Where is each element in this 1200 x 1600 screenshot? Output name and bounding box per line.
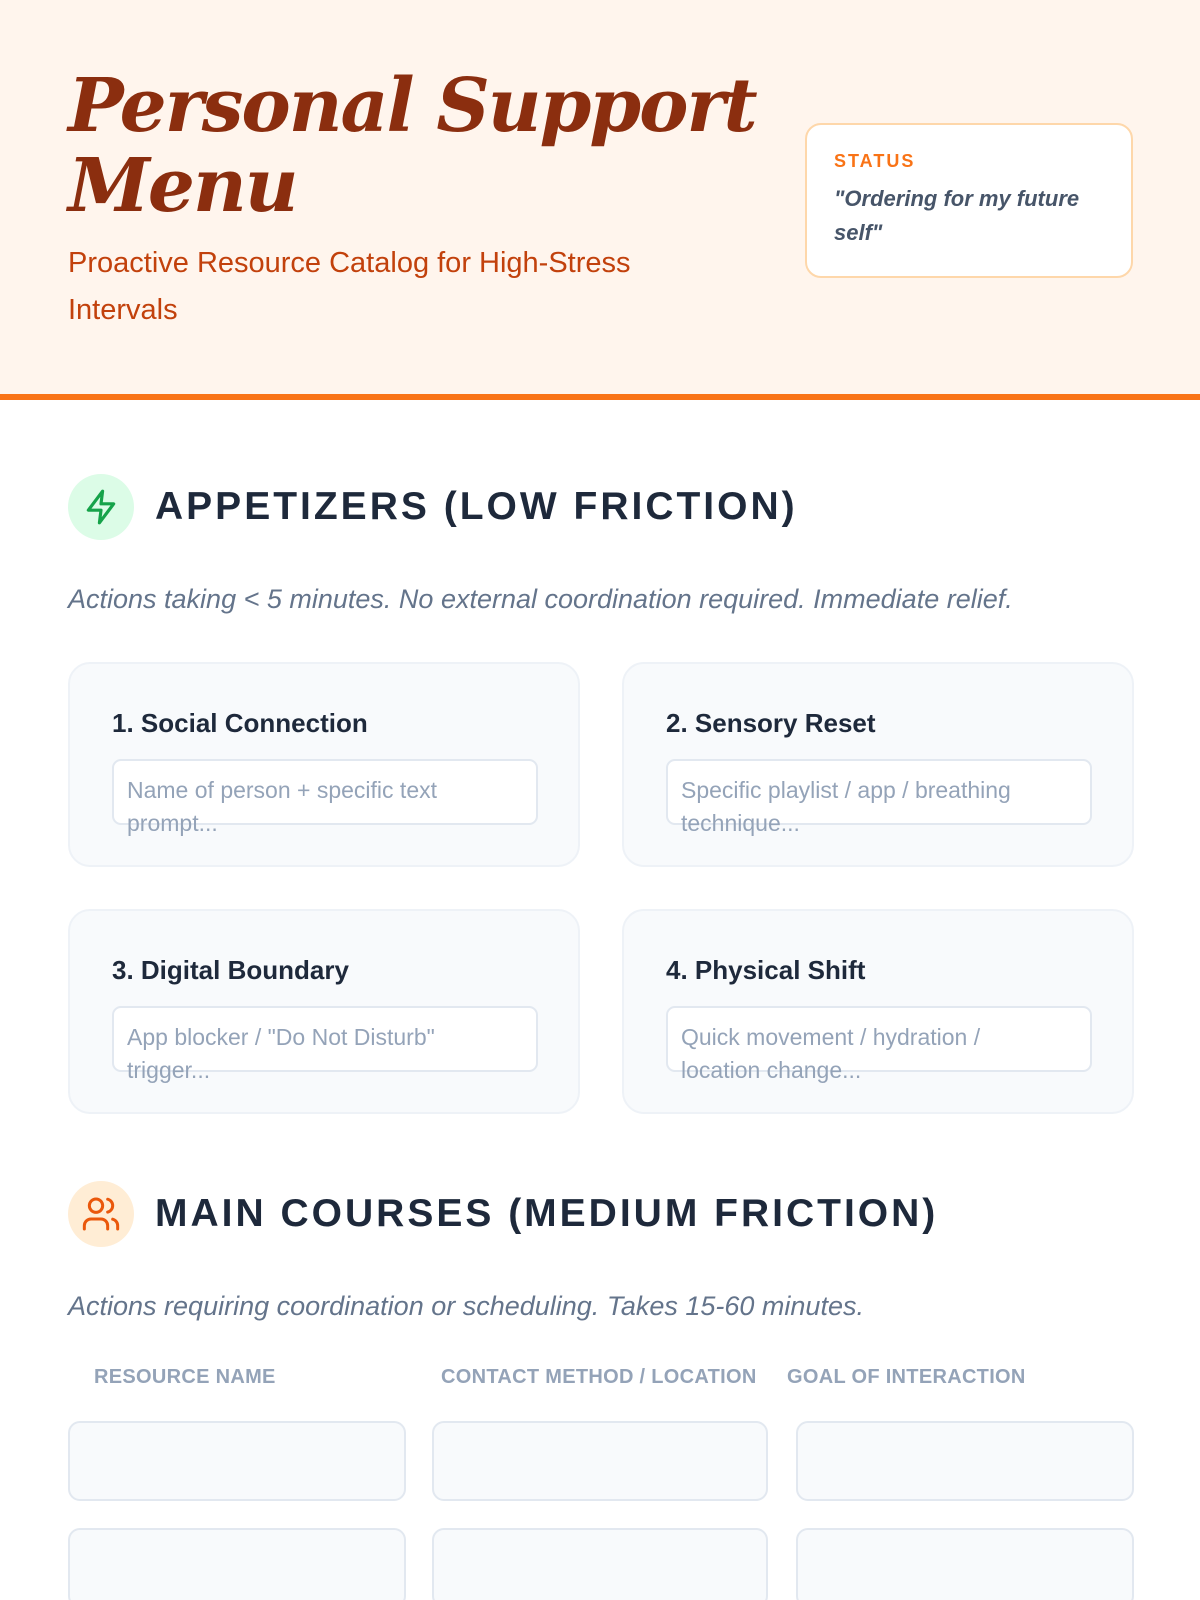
card-title: 4. Physical Shift [666, 955, 866, 985]
card-title: 2. Sensory Reset [666, 708, 876, 738]
input-placeholder: App blocker / "Do Not Disturb" trigger... [127, 1024, 435, 1083]
page-header [0, 0, 1200, 400]
appetizers-header [68, 474, 798, 540]
appetizer-card-sensory-reset [622, 662, 1134, 867]
main-courses-header [68, 1181, 938, 1247]
column-header-resource-name: RESOURCE NAME [94, 1366, 276, 1388]
appetizers-description: Actions taking < 5 minutes. No external coordination required. Immediate relief. [68, 584, 1013, 614]
appetizer-card-digital-boundary [68, 909, 580, 1114]
input-placeholder: Quick movement / hydration / location change... [681, 1024, 981, 1083]
status-label: STATUS [834, 151, 916, 171]
column-header-goal: GOAL OF INTERACTION [787, 1366, 1026, 1388]
card-title: 1. Social Connection [112, 708, 368, 738]
goal-input[interactable] [796, 1421, 1134, 1501]
appetizers-title: APPETIZERS (LOW FRICTION) [155, 485, 798, 528]
appetizer-card-physical-shift [622, 909, 1134, 1114]
column-header-contact-method: CONTACT METHOD / LOCATION [441, 1366, 757, 1388]
appetizer-card-social-connection [68, 662, 580, 867]
users-icon [68, 1181, 134, 1247]
main-courses-title: MAIN COURSES (MEDIUM FRICTION) [155, 1192, 939, 1235]
main-courses-description: Actions requiring coordination or scheduling. Takes 15-60 minutes. [68, 1291, 864, 1321]
page-subtitle: Proactive Resource Catalog for High-Stress Intervals [68, 247, 631, 326]
input-placeholder: Specific playlist / app / breathing technique... [681, 777, 1011, 836]
input-placeholder: Name of person + specific text prompt... [127, 777, 438, 836]
lightning-icon [68, 474, 134, 540]
resource-name-input[interactable] [68, 1421, 406, 1501]
resource-name-input[interactable] [68, 1528, 406, 1600]
status-card [805, 123, 1133, 278]
contact-method-input[interactable] [432, 1421, 768, 1501]
page-title: Personal Support Menu [68, 63, 756, 229]
card-title: 3. Digital Boundary [112, 955, 349, 985]
status-quote: "Ordering for my future self" [834, 186, 1080, 245]
goal-input[interactable] [796, 1528, 1134, 1600]
contact-method-input[interactable] [432, 1528, 768, 1600]
